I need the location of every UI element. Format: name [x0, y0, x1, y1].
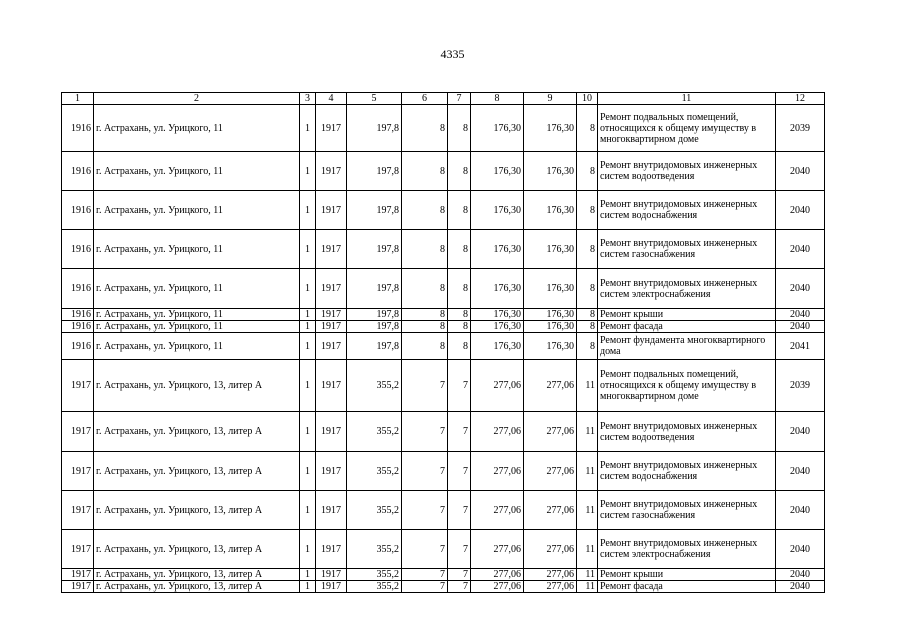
- planned-year-cell: 2041: [776, 333, 825, 360]
- cell-col-5: 197,8: [347, 321, 402, 333]
- work-type-cell: Ремонт внутридомовых инженерных систем электроснабжения: [598, 530, 776, 569]
- cell-col-5: 355,2: [347, 530, 402, 569]
- cell-col-4: 1917: [316, 269, 347, 309]
- cell-col-8: 176,30: [471, 321, 524, 333]
- cell-col-6: 8: [402, 269, 448, 309]
- planned-year-cell: 2039: [776, 105, 825, 152]
- cell-col-7: 7: [448, 412, 471, 452]
- col-header-7: 7: [448, 93, 471, 105]
- cell-col-9: 277,06: [524, 491, 577, 530]
- planned-year-cell: 2040: [776, 191, 825, 230]
- planned-year-cell: 2039: [776, 360, 825, 412]
- cell-col-3: 1: [300, 152, 316, 191]
- cell-col-10: 8: [577, 191, 598, 230]
- cell-col-4: 1917: [316, 321, 347, 333]
- cell-col-10: 11: [577, 360, 598, 412]
- table-row: [62, 191, 825, 230]
- address-cell: г. Астрахань, ул. Урицкого, 11: [94, 321, 300, 333]
- cell-col-5: 197,8: [347, 230, 402, 269]
- row-number: 1916: [62, 230, 94, 269]
- col-header-6: 6: [402, 93, 448, 105]
- cell-col-6: 7: [402, 360, 448, 412]
- cell-col-6: 8: [402, 152, 448, 191]
- row-number: 1916: [62, 333, 94, 360]
- cell-col-6: 7: [402, 452, 448, 491]
- cell-col-3: 1: [300, 191, 316, 230]
- address-cell: г. Астрахань, ул. Урицкого, 13, литер А: [94, 491, 300, 530]
- row-number: 1917: [62, 530, 94, 569]
- cell-col-5: 197,8: [347, 152, 402, 191]
- col-header-9: 9: [524, 93, 577, 105]
- cell-col-10: 11: [577, 491, 598, 530]
- cell-col-8: 277,06: [471, 530, 524, 569]
- cell-col-9: 176,30: [524, 105, 577, 152]
- work-type-cell: Ремонт внутридомовых инженерных систем водоснабжения: [598, 191, 776, 230]
- work-type-cell: Ремонт крыши: [598, 569, 776, 581]
- cell-col-10: 8: [577, 105, 598, 152]
- cell-col-8: 277,06: [471, 360, 524, 412]
- cell-col-6: 7: [402, 569, 448, 581]
- cell-col-4: 1917: [316, 309, 347, 321]
- table-row: [62, 581, 825, 593]
- cell-col-7: 8: [448, 321, 471, 333]
- cell-col-4: 1917: [316, 412, 347, 452]
- cell-col-4: 1917: [316, 581, 347, 593]
- planned-year-cell: 2040: [776, 452, 825, 491]
- cell-col-6: 8: [402, 321, 448, 333]
- table-row: [62, 105, 825, 152]
- work-type-cell: Ремонт внутридомовых инженерных систем газоснабжения: [598, 491, 776, 530]
- cell-col-4: 1917: [316, 491, 347, 530]
- row-number: 1917: [62, 360, 94, 412]
- cell-col-7: 7: [448, 581, 471, 593]
- planned-year-cell: 2040: [776, 269, 825, 309]
- page-number: 4335: [440, 47, 465, 61]
- cell-col-4: 1917: [316, 530, 347, 569]
- cell-col-8: 176,30: [471, 269, 524, 309]
- cell-col-5: 355,2: [347, 452, 402, 491]
- col-header-3: 3: [300, 93, 316, 105]
- table-row: [62, 452, 825, 491]
- row-number: 1917: [62, 581, 94, 593]
- cell-col-6: 7: [402, 530, 448, 569]
- cell-col-10: 8: [577, 333, 598, 360]
- address-cell: г. Астрахань, ул. Урицкого, 11: [94, 105, 300, 152]
- cell-col-5: 355,2: [347, 569, 402, 581]
- cell-col-10: 8: [577, 269, 598, 309]
- cell-col-9: 176,30: [524, 321, 577, 333]
- cell-col-7: 8: [448, 269, 471, 309]
- address-cell: г. Астрахань, ул. Урицкого, 13, литер А: [94, 412, 300, 452]
- cell-col-5: 197,8: [347, 191, 402, 230]
- cell-col-5: 355,2: [347, 581, 402, 593]
- col-header-10: 10: [577, 93, 598, 105]
- cell-col-3: 1: [300, 230, 316, 269]
- cell-col-3: 1: [300, 491, 316, 530]
- cell-col-3: 1: [300, 581, 316, 593]
- table-row: [62, 333, 825, 360]
- cell-col-6: 8: [402, 309, 448, 321]
- cell-col-3: 1: [300, 333, 316, 360]
- cell-col-9: 277,06: [524, 360, 577, 412]
- table-row: [62, 491, 825, 530]
- cell-col-9: 277,06: [524, 581, 577, 593]
- cell-col-3: 1: [300, 452, 316, 491]
- address-cell: г. Астрахань, ул. Урицкого, 13, литер А: [94, 581, 300, 593]
- table-row: [62, 360, 825, 412]
- row-number: 1916: [62, 269, 94, 309]
- work-type-cell: Ремонт фундамента многоквартирного дома: [598, 333, 776, 360]
- col-header-1: 1: [62, 93, 94, 105]
- cell-col-9: 176,30: [524, 152, 577, 191]
- cell-col-10: 8: [577, 152, 598, 191]
- table-row: [62, 412, 825, 452]
- planned-year-cell: 2040: [776, 152, 825, 191]
- work-type-cell: Ремонт внутридомовых инженерных систем водоснабжения: [598, 452, 776, 491]
- address-cell: г. Астрахань, ул. Урицкого, 13, литер А: [94, 452, 300, 491]
- cell-col-4: 1917: [316, 360, 347, 412]
- cell-col-9: 277,06: [524, 452, 577, 491]
- cell-col-7: 8: [448, 105, 471, 152]
- address-cell: г. Астрахань, ул. Урицкого, 11: [94, 269, 300, 309]
- planned-year-cell: 2040: [776, 412, 825, 452]
- cell-col-3: 1: [300, 530, 316, 569]
- cell-col-10: 11: [577, 530, 598, 569]
- repair-schedule-table: [61, 92, 825, 593]
- cell-col-7: 8: [448, 152, 471, 191]
- cell-col-4: 1917: [316, 230, 347, 269]
- cell-col-10: 11: [577, 452, 598, 491]
- cell-col-8: 277,06: [471, 491, 524, 530]
- cell-col-6: 8: [402, 333, 448, 360]
- cell-col-7: 7: [448, 530, 471, 569]
- row-number: 1917: [62, 491, 94, 530]
- work-type-cell: Ремонт внутридомовых инженерных систем электроснабжения: [598, 269, 776, 309]
- cell-col-7: 8: [448, 230, 471, 269]
- table-row: [62, 269, 825, 309]
- cell-col-7: 8: [448, 309, 471, 321]
- cell-col-6: 8: [402, 230, 448, 269]
- cell-col-8: 176,30: [471, 191, 524, 230]
- address-cell: г. Астрахань, ул. Урицкого, 11: [94, 333, 300, 360]
- address-cell: г. Астрахань, ул. Урицкого, 13, литер А: [94, 569, 300, 581]
- cell-col-9: 176,30: [524, 191, 577, 230]
- cell-col-3: 1: [300, 569, 316, 581]
- col-header-2: 2: [94, 93, 300, 105]
- cell-col-8: 176,30: [471, 333, 524, 360]
- cell-col-10: 11: [577, 412, 598, 452]
- work-type-cell: Ремонт подвальных помещений, относящихся к общему имуществу в многоквартирном доме: [598, 105, 776, 152]
- cell-col-5: 197,8: [347, 269, 402, 309]
- cell-col-9: 277,06: [524, 412, 577, 452]
- planned-year-cell: 2040: [776, 569, 825, 581]
- cell-col-8: 176,30: [471, 230, 524, 269]
- address-cell: г. Астрахань, ул. Урицкого, 11: [94, 230, 300, 269]
- cell-col-10: 8: [577, 230, 598, 269]
- cell-col-6: 8: [402, 191, 448, 230]
- address-cell: г. Астрахань, ул. Урицкого, 13, литер А: [94, 360, 300, 412]
- address-cell: г. Астрахань, ул. Урицкого, 11: [94, 152, 300, 191]
- cell-col-6: 7: [402, 491, 448, 530]
- header-row: [62, 93, 825, 105]
- cell-col-8: 176,30: [471, 309, 524, 321]
- cell-col-9: 277,06: [524, 530, 577, 569]
- cell-col-8: 277,06: [471, 569, 524, 581]
- cell-col-8: 277,06: [471, 452, 524, 491]
- cell-col-4: 1917: [316, 152, 347, 191]
- work-type-cell: Ремонт фасада: [598, 321, 776, 333]
- cell-col-8: 277,06: [471, 412, 524, 452]
- cell-col-7: 8: [448, 191, 471, 230]
- cell-col-4: 1917: [316, 452, 347, 491]
- cell-col-8: 176,30: [471, 105, 524, 152]
- row-number: 1917: [62, 412, 94, 452]
- cell-col-4: 1917: [316, 105, 347, 152]
- table-row: [62, 230, 825, 269]
- table-row: [62, 321, 825, 333]
- cell-col-7: 7: [448, 569, 471, 581]
- cell-col-5: 355,2: [347, 412, 402, 452]
- row-number: 1916: [62, 309, 94, 321]
- table-row: [62, 569, 825, 581]
- cell-col-9: 176,30: [524, 333, 577, 360]
- work-type-cell: Ремонт внутридомовых инженерных систем водоотведения: [598, 412, 776, 452]
- cell-col-4: 1917: [316, 333, 347, 360]
- planned-year-cell: 2040: [776, 581, 825, 593]
- cell-col-4: 1917: [316, 191, 347, 230]
- col-header-12: 12: [776, 93, 825, 105]
- work-type-cell: Ремонт подвальных помещений, относящихся к общему имуществу в многоквартирном доме: [598, 360, 776, 412]
- cell-col-9: 176,30: [524, 230, 577, 269]
- cell-col-10: 8: [577, 321, 598, 333]
- planned-year-cell: 2040: [776, 230, 825, 269]
- cell-col-5: 355,2: [347, 360, 402, 412]
- cell-col-3: 1: [300, 412, 316, 452]
- planned-year-cell: 2040: [776, 530, 825, 569]
- cell-col-6: 7: [402, 581, 448, 593]
- table-row: [62, 152, 825, 191]
- cell-col-10: 11: [577, 569, 598, 581]
- address-cell: г. Астрахань, ул. Урицкого, 11: [94, 309, 300, 321]
- cell-col-10: 8: [577, 309, 598, 321]
- col-header-4: 4: [316, 93, 347, 105]
- cell-col-9: 176,30: [524, 309, 577, 321]
- work-type-cell: Ремонт внутридомовых инженерных систем газоснабжения: [598, 230, 776, 269]
- cell-col-8: 176,30: [471, 152, 524, 191]
- cell-col-9: 176,30: [524, 269, 577, 309]
- cell-col-5: 197,8: [347, 105, 402, 152]
- cell-col-9: 277,06: [524, 569, 577, 581]
- cell-col-3: 1: [300, 360, 316, 412]
- cell-col-5: 197,8: [347, 309, 402, 321]
- cell-col-8: 277,06: [471, 581, 524, 593]
- work-type-cell: Ремонт фасада: [598, 581, 776, 593]
- cell-col-4: 1917: [316, 569, 347, 581]
- planned-year-cell: 2040: [776, 321, 825, 333]
- row-number: 1916: [62, 152, 94, 191]
- col-header-11: 11: [598, 93, 776, 105]
- row-number: 1917: [62, 452, 94, 491]
- cell-col-3: 1: [300, 105, 316, 152]
- planned-year-cell: 2040: [776, 491, 825, 530]
- cell-col-5: 355,2: [347, 491, 402, 530]
- cell-col-6: 7: [402, 412, 448, 452]
- cell-col-7: 7: [448, 491, 471, 530]
- cell-col-3: 1: [300, 309, 316, 321]
- address-cell: г. Астрахань, ул. Урицкого, 11: [94, 191, 300, 230]
- cell-col-3: 1: [300, 321, 316, 333]
- table-row: [62, 309, 825, 321]
- cell-col-6: 8: [402, 105, 448, 152]
- row-number: 1916: [62, 321, 94, 333]
- row-number: 1917: [62, 569, 94, 581]
- row-number: 1916: [62, 105, 94, 152]
- table-row: [62, 530, 825, 569]
- address-cell: г. Астрахань, ул. Урицкого, 13, литер А: [94, 530, 300, 569]
- work-type-cell: Ремонт крыши: [598, 309, 776, 321]
- cell-col-7: 8: [448, 333, 471, 360]
- col-header-5: 5: [347, 93, 402, 105]
- work-type-cell: Ремонт внутридомовых инженерных систем водоотведения: [598, 152, 776, 191]
- cell-col-5: 197,8: [347, 333, 402, 360]
- cell-col-7: 7: [448, 452, 471, 491]
- cell-col-7: 7: [448, 360, 471, 412]
- col-header-8: 8: [471, 93, 524, 105]
- cell-col-3: 1: [300, 269, 316, 309]
- cell-col-10: 11: [577, 581, 598, 593]
- planned-year-cell: 2040: [776, 309, 825, 321]
- row-number: 1916: [62, 191, 94, 230]
